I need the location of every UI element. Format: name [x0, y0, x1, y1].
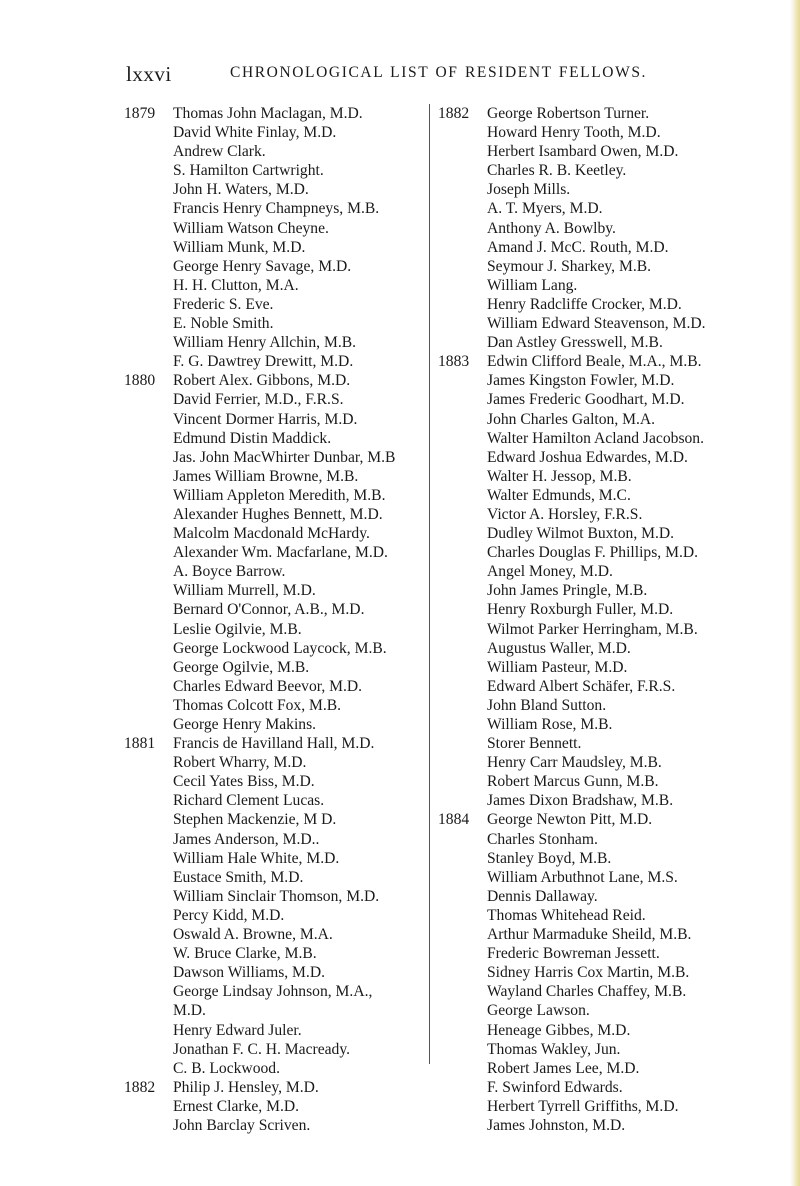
fellow-name: Anthony A. Bowlby. — [487, 219, 616, 237]
fellow-entry — [124, 1040, 424, 1059]
fellow-name: Cecil Yates Biss, M.D. — [173, 773, 315, 791]
fellow-name: Alexander Hughes Bennett, M.D. — [173, 505, 383, 523]
fellow-entry — [124, 1059, 424, 1078]
fellow-entry — [438, 868, 758, 887]
fellow-name: James Kingston Fowler, M.D. — [487, 372, 675, 390]
fellow-name: Andrew Clark. — [173, 143, 266, 161]
fellow-entry — [124, 696, 424, 715]
fellow-name: Augustus Waller, M.D. — [487, 639, 631, 657]
fellow-entry — [124, 1001, 424, 1020]
fellow-name: George Lindsay Johnson, M.A., — [173, 983, 373, 1001]
fellow-entry — [124, 1021, 424, 1040]
fellow-name: Stanley Boyd, M.B. — [487, 849, 612, 867]
fellow-name: George Robertson Turner. — [487, 105, 650, 122]
fellow-name: Angel Money, M.D. — [487, 563, 613, 581]
fellow-entry — [438, 524, 758, 543]
fellow-name: Philip J. Hensley, M.D. — [173, 1078, 319, 1096]
fellow-name: H. H. Clutton, M.A. — [173, 276, 299, 294]
fellow-name: Walter H. Jessop, M.B. — [487, 467, 632, 485]
fellow-name: John Bland Sutton. — [487, 696, 607, 714]
fellow-name: A. Boyce Barrow. — [173, 563, 286, 581]
election-year: 1884 — [438, 811, 470, 829]
fellow-entry — [124, 180, 424, 199]
fellow-entry — [124, 199, 424, 218]
fellow-entry — [438, 963, 758, 982]
fellow-name: William Arbuthnot Lane, M.S. — [487, 868, 678, 886]
fellow-entry — [124, 944, 424, 963]
fellow-name: Walter Hamilton Acland Jacobson. — [487, 429, 705, 447]
fellow-name: Alexander Wm. Macfarlane, M.D. — [173, 544, 388, 562]
fellow-name: James Johnston, M.D. — [487, 1116, 626, 1134]
fellow-name: Dudley Wilmot Buxton, M.D. — [487, 525, 675, 543]
fellow-name: Dawson Williams, M.D. — [173, 964, 325, 982]
fellow-entry — [438, 371, 758, 390]
fellow-entry — [438, 505, 758, 524]
election-year: 1883 — [438, 353, 470, 371]
fellow-name: Walter Edmunds, M.C. — [487, 486, 631, 504]
fellow-name: John Charles Galton, M.A. — [487, 410, 656, 428]
fellow-entry — [438, 1059, 758, 1078]
fellow-entry — [438, 925, 758, 944]
election-year: 1879 — [124, 105, 156, 122]
fellow-entry — [438, 887, 758, 906]
fellow-entry — [438, 600, 758, 619]
fellow-name: William Appleton Meredith, M.B. — [173, 486, 386, 504]
fellow-entry — [438, 772, 758, 791]
fellow-entry — [438, 219, 758, 238]
fellow-entry — [124, 772, 424, 791]
fellow-name: James Anderson, M.D.. — [173, 830, 320, 848]
fellow-entry — [438, 142, 758, 161]
fellow-name: Malcolm Macdonald McHardy. — [173, 525, 370, 543]
fellow-name: George Henry Savage, M.D. — [173, 257, 352, 275]
fellow-entry — [438, 715, 758, 734]
fellow-entry — [124, 410, 424, 429]
fellow-name: Bernard O'Connor, A.B., M.D. — [173, 601, 365, 619]
fellow-name: George Ogilvie, M.B. — [173, 658, 310, 676]
fellow-entry — [124, 925, 424, 944]
fellow-entry — [438, 161, 758, 180]
fellow-name: S. Hamilton Cartwright. — [173, 162, 324, 180]
page-edge-shadow — [790, 0, 800, 1186]
fellow-name: David White Finlay, M.D. — [173, 124, 337, 142]
fellow-name: William Rose, M.B. — [487, 716, 613, 733]
fellow-name: Leslie Ogilvie, M.B. — [173, 620, 302, 638]
fellow-name: Edmund Distin Maddick. — [173, 429, 332, 447]
election-year: 1880 — [124, 372, 156, 390]
fellow-name: Victor A. Horsley, F.R.S. — [487, 505, 643, 523]
fellow-entry — [124, 906, 424, 925]
fellow-entry — [124, 810, 424, 829]
fellow-name: Herbert Isambard Owen, M.D. — [487, 143, 679, 161]
fellow-name: James Dixon Bradshaw, M.B. — [487, 792, 674, 810]
fellow-entry — [124, 142, 424, 161]
fellow-entry — [124, 352, 424, 371]
fellow-entry — [438, 581, 758, 600]
fellow-name: Charles Edward Beevor, M.D. — [173, 677, 363, 695]
fellow-name: Amand J. McC. Routh, M.D. — [487, 238, 669, 256]
fellow-entry — [438, 753, 758, 772]
fellow-name: Eustace Smith, M.D. — [173, 868, 304, 886]
fellow-entry — [124, 1078, 424, 1097]
fellow-name: F. G. Dawtrey Drewitt, M.D. — [173, 353, 354, 371]
fellow-entry — [438, 830, 758, 849]
right-column — [438, 104, 758, 1135]
fellow-entry — [124, 677, 424, 696]
fellow-entry — [124, 791, 424, 810]
election-year: 1882 — [124, 1078, 156, 1096]
fellow-name: F. Swinford Edwards. — [487, 1078, 623, 1096]
fellow-entry — [124, 639, 424, 658]
fellow-entry — [124, 390, 424, 409]
fellow-name: A. T. Myers, M.D. — [487, 200, 603, 218]
fellow-name: William Hale White, M.D. — [173, 849, 340, 867]
fellow-entry — [438, 199, 758, 218]
fellow-name: William Henry Allchin, M.B. — [173, 334, 357, 352]
fellow-entry — [438, 906, 758, 925]
fellow-entry — [124, 448, 424, 467]
fellow-entry — [124, 1097, 424, 1116]
fellow-entry — [124, 620, 424, 639]
fellow-name: William Watson Cheyne. — [173, 219, 329, 237]
fellow-entry — [124, 276, 424, 295]
fellow-entry — [438, 696, 758, 715]
fellow-name: Edward Albert Schäfer, F.R.S. — [487, 677, 676, 695]
column-divider — [429, 104, 430, 1064]
fellow-entry — [438, 982, 758, 1001]
fellow-entry — [438, 276, 758, 295]
fellow-entry — [124, 887, 424, 906]
fellow-entry — [124, 219, 424, 238]
fellow-name: George Henry Makins. — [173, 716, 317, 733]
fellow-entry — [438, 791, 758, 810]
fellow-entry — [124, 562, 424, 581]
fellow-entry — [438, 180, 758, 199]
fellow-entry — [124, 505, 424, 524]
fellow-name: William Murrell, M.D. — [173, 582, 316, 600]
fellow-entry — [124, 333, 424, 352]
fellow-entry — [438, 1040, 758, 1059]
fellow-name: Stephen Mackenzie, M D. — [173, 811, 337, 829]
fellow-entry — [124, 314, 424, 333]
fellow-name: James Frederic Goodhart, M.D. — [487, 391, 685, 409]
fellow-entry — [124, 371, 424, 390]
fellow-entry — [124, 600, 424, 619]
fellow-name: Frederic Bowreman Jessett. — [487, 945, 660, 963]
fellow-name: E. Noble Smith. — [173, 315, 274, 333]
fellow-name: Wayland Charles Chaffey, M.B. — [487, 983, 687, 1001]
fellow-name: Jas. John MacWhirter Dunbar, M.B — [173, 448, 396, 466]
fellow-entry — [438, 849, 758, 868]
fellow-name: George Lockwood Laycock, M.B. — [173, 639, 387, 657]
fellow-entry — [124, 524, 424, 543]
fellow-name: Henry Roxburgh Fuller, M.D. — [487, 601, 674, 619]
fellow-entry — [124, 715, 424, 734]
election-year: 1882 — [438, 105, 470, 122]
fellow-entry — [124, 104, 424, 123]
fellow-entry — [438, 123, 758, 142]
fellow-name: John James Pringle, M.B. — [487, 582, 648, 600]
fellow-entry — [124, 238, 424, 257]
fellow-name: C. B. Lockwood. — [173, 1059, 280, 1077]
fellow-name: William Pasteur, M.D. — [487, 658, 628, 676]
fellow-name: Howard Henry Tooth, M.D. — [487, 124, 661, 142]
fellow-entry — [438, 1001, 758, 1020]
fellow-name: William Munk, M.D. — [173, 238, 306, 256]
fellow-name: Henry Radcliffe Crocker, M.D. — [487, 295, 682, 313]
fellow-name: Francis de Havilland Hall, M.D. — [173, 735, 375, 753]
fellow-name: Ernest Clarke, M.D. — [173, 1097, 300, 1115]
fellow-entry — [124, 161, 424, 180]
fellow-name: William Sinclair Thomson, M.D. — [173, 887, 380, 905]
fellow-entry — [124, 543, 424, 562]
fellow-name: Robert Alex. Gibbons, M.D. — [173, 372, 351, 390]
fellow-entry — [124, 429, 424, 448]
fellow-entry — [438, 410, 758, 429]
fellow-name: Edward Joshua Edwardes, M.D. — [487, 448, 688, 466]
fellow-entry — [438, 486, 758, 505]
fellow-name: Percy Kidd, M.D. — [173, 906, 285, 924]
fellow-entry — [438, 1116, 758, 1135]
fellow-name: Thomas John Maclagan, M.D. — [173, 105, 363, 122]
election-year: 1881 — [124, 735, 156, 753]
fellow-name: Arthur Marmaduke Sheild, M.B. — [487, 926, 692, 944]
fellow-name: Robert Marcus Gunn, M.B. — [487, 773, 659, 791]
fellow-entry — [124, 467, 424, 486]
fellow-entry — [124, 734, 424, 753]
fellow-name: Robert Wharry, M.D. — [173, 754, 307, 772]
fellow-name: Edwin Clifford Beale, M.A., M.B. — [487, 353, 702, 371]
fellow-entry — [124, 849, 424, 868]
fellow-name: Robert James Lee, M.D. — [487, 1059, 640, 1077]
fellow-entry — [438, 658, 758, 677]
fellow-entry — [438, 314, 758, 333]
fellow-name: Charles Douglas F. Phillips, M.D. — [487, 544, 699, 562]
fellow-entry — [438, 1021, 758, 1040]
fellow-name: Herbert Tyrrell Griffiths, M.D. — [487, 1097, 679, 1115]
fellow-entry — [124, 753, 424, 772]
fellow-entry — [438, 429, 758, 448]
fellow-entry — [124, 486, 424, 505]
fellow-name: James William Browne, M.B. — [173, 467, 359, 485]
fellow-name: Thomas Colcott Fox, M.B. — [173, 696, 342, 714]
fellow-entry — [124, 868, 424, 887]
fellow-entry — [438, 810, 758, 829]
fellow-name: David Ferrier, M.D., F.R.S. — [173, 391, 344, 409]
fellow-name: Henry Carr Maudsley, M.B. — [487, 754, 662, 772]
fellow-entry — [438, 639, 758, 658]
fellow-name: Sidney Harris Cox Martin, M.B. — [487, 964, 690, 982]
fellow-name: Thomas Wakley, Jun. — [487, 1040, 621, 1058]
fellow-name: Charles R. B. Keetley. — [487, 162, 627, 180]
fellow-name: Joseph Mills. — [487, 181, 571, 199]
fellow-entry — [124, 1116, 424, 1135]
fellow-entry — [438, 734, 758, 753]
fellow-entry — [438, 677, 758, 696]
fellow-name: George Newton Pitt, M.D. — [487, 811, 653, 829]
fellow-name: Wilmot Parker Herringham, M.B. — [487, 620, 698, 638]
fellow-entry — [438, 944, 758, 963]
fellow-name: Vincent Dormer Harris, M.D. — [173, 410, 358, 428]
fellow-entry — [438, 390, 758, 409]
fellow-entry — [124, 123, 424, 142]
fellow-entry — [124, 830, 424, 849]
fellow-name: Richard Clement Lucas. — [173, 792, 325, 810]
fellow-name: Henry Edward Juler. — [173, 1021, 302, 1039]
fellow-entry — [124, 963, 424, 982]
fellow-entry — [124, 658, 424, 677]
fellow-name: Francis Henry Champneys, M.B. — [173, 200, 380, 218]
fellow-entry — [124, 982, 424, 1001]
fellow-entry — [438, 620, 758, 639]
fellow-entry — [438, 543, 758, 562]
fellow-name: William Edward Steavenson, M.D. — [487, 315, 706, 333]
left-column — [124, 104, 424, 1135]
fellow-name: Jonathan F. C. H. Macready. — [173, 1040, 351, 1058]
fellow-name: Frederic S. Eve. — [173, 295, 274, 313]
fellow-name: Seymour J. Sharkey, M.B. — [487, 257, 652, 275]
fellow-entry — [438, 1097, 758, 1116]
fellow-entry — [438, 352, 758, 371]
page-number: lxxvi — [126, 62, 172, 86]
fellow-name: William Lang. — [487, 276, 578, 294]
fellow-name: Storer Bennett. — [487, 735, 582, 753]
fellow-name: Dan Astley Gresswell, M.B. — [487, 334, 663, 352]
fellow-name: Heneage Gibbes, M.D. — [487, 1021, 631, 1039]
fellow-entry — [438, 333, 758, 352]
fellow-entry — [438, 257, 758, 276]
running-head-title: CHRONOLOGICAL LIST OF RESIDENT FELLOWS. — [230, 64, 648, 81]
fellow-name: George Lawson. — [487, 1002, 590, 1020]
fellow-name: W. Bruce Clarke, M.B. — [173, 945, 317, 963]
fellow-name: John Barclay Scriven. — [173, 1116, 311, 1134]
fellow-name: Oswald A. Browne, M.A. — [173, 926, 333, 944]
fellow-entry — [438, 448, 758, 467]
fellow-entry — [438, 238, 758, 257]
fellow-entry — [438, 467, 758, 486]
fellow-entry — [438, 562, 758, 581]
fellow-entry — [438, 1078, 758, 1097]
fellow-name: M.D. — [173, 1002, 206, 1020]
fellow-entry — [124, 581, 424, 600]
fellow-name: Thomas Whitehead Reid. — [487, 906, 646, 924]
fellow-name: John H. Waters, M.D. — [173, 181, 309, 199]
fellow-entry — [124, 257, 424, 276]
fellow-entry — [124, 295, 424, 314]
fellow-entry — [438, 295, 758, 314]
fellow-name: Dennis Dallaway. — [487, 887, 598, 905]
fellow-name: Charles Stonham. — [487, 830, 598, 848]
fellow-entry — [438, 104, 758, 123]
